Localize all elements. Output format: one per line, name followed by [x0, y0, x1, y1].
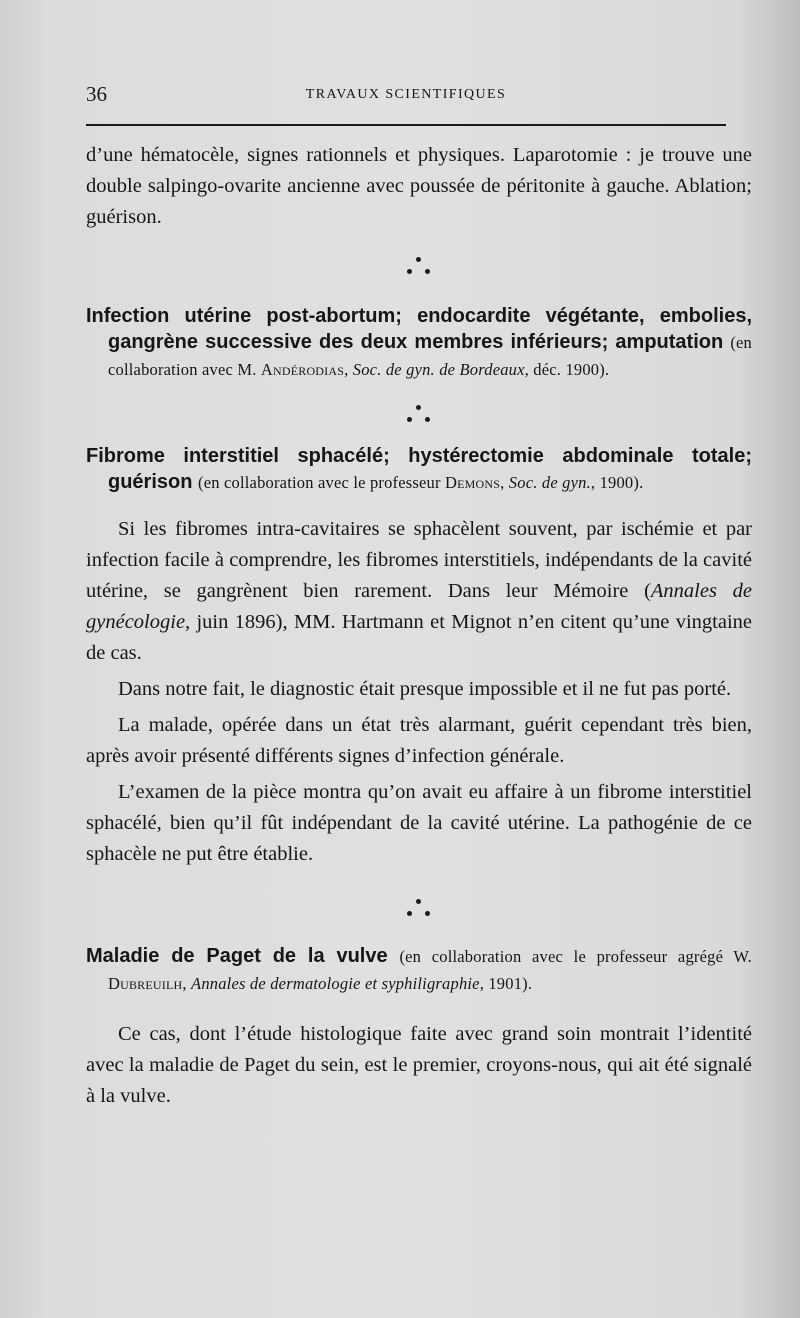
page-number: 36	[86, 82, 107, 106]
header-rule	[86, 124, 726, 126]
section-2-paragraph-4: L’examen de la pièce montra qu’on avait eu affaire à un fibrome interstitiel sphacélé, bien qu’il fût indépendant de la cavité utérine. La pathogénie de ce sphacèle ne put être établie.	[86, 781, 752, 865]
section-3-ref-journal: Annales de dermatologie et syphiligraphie	[191, 974, 480, 993]
section-3-paragraph: Ce cas, dont l’étude histologique faite avec grand soin montrait l’identité avec la maladie de Paget du sein, est le premier, croyons-nous, qui ait été signalé à la vulve.	[86, 1023, 752, 1107]
running-head: TRAVAUX SCIENTIFIQUES	[305, 87, 507, 102]
section-3-ref-name: Dubreuilh	[108, 974, 183, 993]
section-2-ref-date: , 1900).	[590, 473, 644, 492]
asterism-divider-2	[404, 403, 434, 427]
section-1-ref-prefix: (en collaboration avec M.	[108, 333, 752, 379]
section-1-heading	[86, 303, 752, 383]
section-2-paragraph-1	[86, 514, 752, 669]
section-1-ref-journal: Soc. de gyn. de Bordeaux	[352, 360, 525, 379]
asterism-divider-3	[404, 897, 434, 921]
section-2-paragraph-1-start: Si les fibromes intra-cavitaires se sphacèlent souvent, par ischémie et par infection facile à comprendre, les fibromes interstitiels, indépendants de la cavité utérine, se gangrènent bien rarement. Dans leur Mémoire (	[86, 518, 752, 602]
section-2-reference: (en collaboration avec le professeur Demons, Soc. de gyn., 1900).	[198, 473, 644, 492]
page-body	[86, 140, 752, 1117]
section-1-reference: (en collaboration avec M. Andérodias, Soc. de gyn. de Bordeaux, déc. 1900).	[108, 333, 752, 379]
section-2-ref-name: Demons	[445, 473, 501, 492]
section-1-title: Infection utérine post-abortum; endocardite végétante, embolies, gangrène successive des deux membres inférieurs; amputation	[86, 305, 752, 353]
section-2-ref-prefix: (en collaboration avec le professeur	[198, 473, 441, 492]
section-2-ref-journal: Soc. de gyn.	[508, 473, 591, 492]
section-2-heading	[86, 443, 752, 496]
section-1-ref-date: , déc. 1900).	[524, 360, 610, 379]
section-2-title: Fibrome interstitiel sphacélé; hystérectomie abdominale totale; guérison	[86, 445, 752, 493]
section-3-reference: (en collaboration avec le professeur agrégé W. Dubreuilh, Annales de dermatologie et syphiligraphie, 1901).	[108, 947, 752, 993]
page-header	[86, 82, 726, 112]
section-2-paragraph-1-journal: Annales de gynécologie,	[86, 580, 752, 633]
asterism-divider-1	[404, 255, 434, 279]
section-3-ref-prefix: (en collaboration avec le professeur agrégé W.	[399, 947, 752, 966]
section-3-title: Maladie de Paget de la vulve	[86, 945, 388, 967]
section-2-paragraph-3: La malade, opérée dans un état très alarmant, guérit cependant très bien, après avoir présenté différents signes d’infection générale.	[86, 714, 752, 767]
section-3-heading	[86, 943, 752, 997]
section-1-ref-name: Andérodias	[260, 360, 345, 379]
section-2-paragraph-2: Dans notre fait, le diagnostic était presque impossible et il ne fut pas porté.	[118, 678, 732, 700]
section-3-ref-date: , 1901).	[479, 974, 533, 993]
section-2-paragraph-1-end: juin 1896), MM. Hartmann et Mignot n’en citent qu’une vingtaine de cas.	[86, 611, 752, 664]
continuation-paragraph: d’une hématocèle, signes rationnels et physiques. Laparotomie : je trouve une double salpingo-ovarite ancienne avec poussée de péritonite à gauche. Ablation; guérison.	[86, 144, 752, 228]
